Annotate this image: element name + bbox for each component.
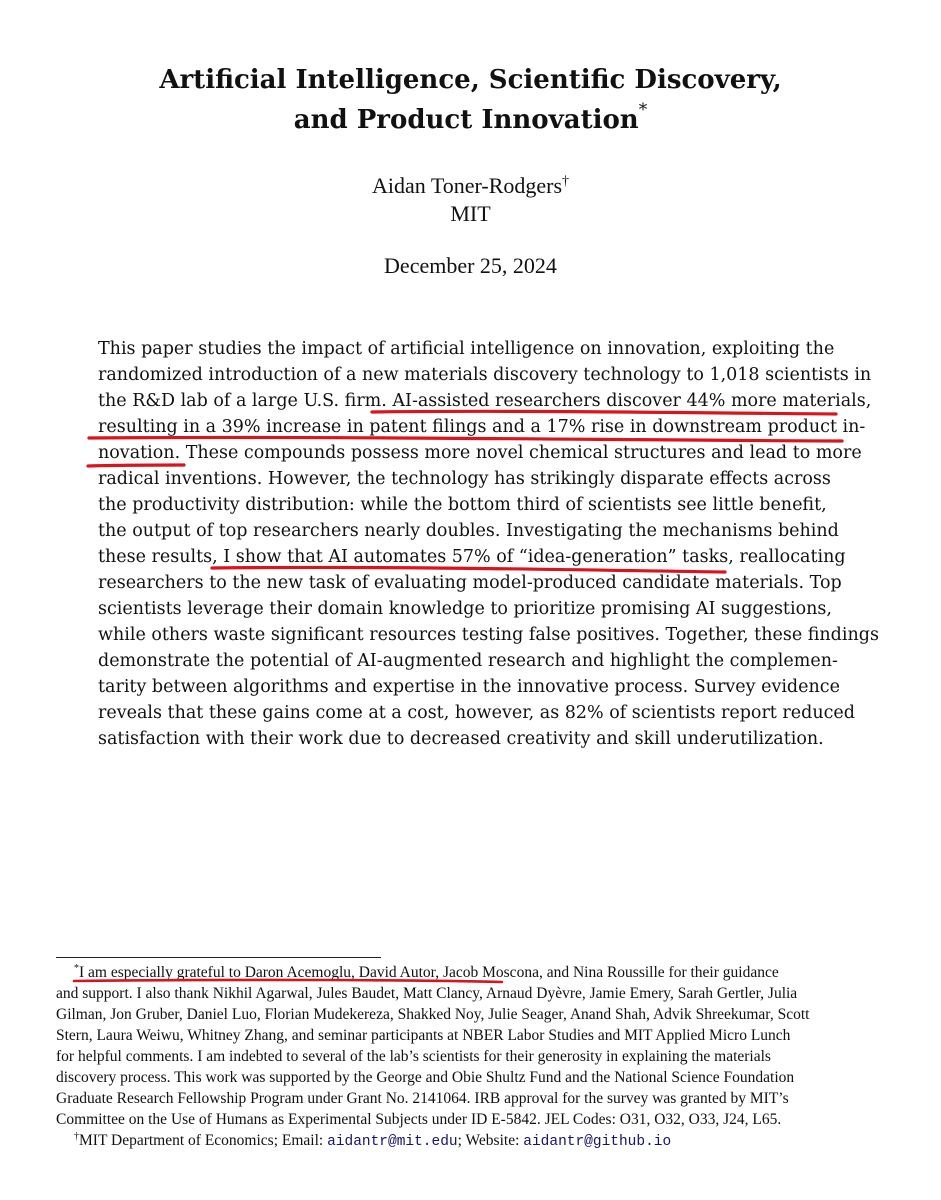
abstract-line: tarity between algorithms and expertise in the innovative process. Survey evidence — [98, 677, 840, 697]
abstract-line: the productivity distribution: while the bottom third of scientists see little benefit, — [98, 495, 827, 515]
acknowledgement-line: Committee on the Use of Humans as Experimental Subjects under ID E-5842. JEL Codes: O31, O32, O33, J24, L65. — [56, 1111, 782, 1128]
author-name-text: Aidan Toner-Rodgers — [371, 173, 563, 198]
abstract-line: reveals that these gains come at a cost, however, as 82% of scientists report reduced — [98, 703, 855, 723]
acknowledgement-line: discovery process. This work was supported by the George and Obie Shultz Fund and the National Science Foundation — [56, 1069, 795, 1086]
abstract-line: the R&D lab of a large U.S. firm. AI-assisted researchers discover 44% more materials, — [98, 391, 872, 411]
title-footnote-mark[interactable]: * — [638, 100, 648, 120]
affiliation-mark: † — [74, 1131, 79, 1142]
acknowledgement-first-line — [74, 962, 779, 983]
acknowledgement-line: Gilman, Jon Gruber, Daniel Luo, Florian Mudekereza, Shakked Noy, Julie Seager, Anand Shah, Advik Shreekumar, Scott — [56, 1006, 810, 1023]
author-affiliation: MIT — [450, 201, 491, 226]
abstract-line: demonstrate the potential of AI-augmented research and highlight the complemen- — [98, 651, 838, 671]
acknowledgement-line: Stern, Laura Weiwu, Whitney Zhang, and seminar participants at NBER Labor Studies and MIT Applied Micro Lunch — [56, 1027, 791, 1044]
website-link[interactable]: aidantr@github.io — [523, 1134, 672, 1150]
author-name — [0, 172, 941, 200]
abstract-line: randomized introduction of a new materials discovery technology to 1,018 scientists in — [98, 365, 872, 385]
abstract-line: resulting in a 39% increase in patent filings and a 17% rise in downstream product in- — [98, 417, 866, 437]
title-line-1: Artificial Intelligence, Scientific Discovery, — [159, 65, 782, 95]
abstract-line: these results, I show that AI automates 57% of “idea-generation” tasks, reallocating — [98, 547, 846, 567]
website-prefix: ; Website: — [457, 1132, 524, 1149]
abstract-line: satisfaction with their work due to decreased creativity and skill underutilization. — [98, 729, 824, 749]
acknowledgement-mark: * — [74, 963, 79, 974]
abstract-line: novation. These compounds possess more novel chemical structures and lead to more — [98, 443, 862, 463]
email-link[interactable]: aidantr@mit.edu — [327, 1134, 458, 1150]
abstract-line: the output of top researchers nearly doubles. Investigating the mechanisms behind — [98, 521, 839, 541]
abstract-line: while others waste significant resources testing false positives. Together, these findings — [98, 625, 879, 645]
paper-title — [0, 60, 941, 140]
abstract-line: This paper studies the impact of artificial intelligence on innovation, exploiting the — [98, 339, 835, 359]
footnote-divider — [56, 957, 381, 958]
title-line-2-text: and Product Innovation — [293, 105, 639, 135]
acknowledgement-line: for helpful comments. I am indebted to several of the lab’s scientists for their generosity in explaining the materials — [56, 1048, 771, 1065]
acknowledgement-line: Graduate Research Fellowship Program under Grant No. 2141064. IRB approval for the survey was granted by MIT’s — [56, 1090, 789, 1107]
acknowledgement-line: and support. I also thank Nikhil Agarwal, Jules Baudet, Matt Clancy, Arnaud Dyèvre, Jamie Emery, Sarah Gertler, Julia — [56, 985, 798, 1002]
abstract-line: researchers to the new task of evaluating model-produced candidate materials. Top — [98, 573, 842, 593]
abstract-line: scientists leverage their domain knowledge to prioritize promising AI suggestions, — [98, 599, 832, 619]
paper-date: December 25, 2024 — [384, 253, 557, 278]
author-footnote-mark[interactable]: † — [562, 174, 570, 189]
acknowledgement-line: I am especially grateful to Daron Acemoglu, David Autor, Jacob Moscona, and Nina Roussille for their guidance — [79, 964, 779, 981]
title-line-2 — [0, 100, 941, 140]
affiliation-prefix: MIT Department of Economics; Email: — [79, 1132, 328, 1149]
affiliation-footnote — [74, 1130, 671, 1151]
abstract-line: radical inventions. However, the technology has strikingly disparate effects across — [98, 469, 831, 489]
